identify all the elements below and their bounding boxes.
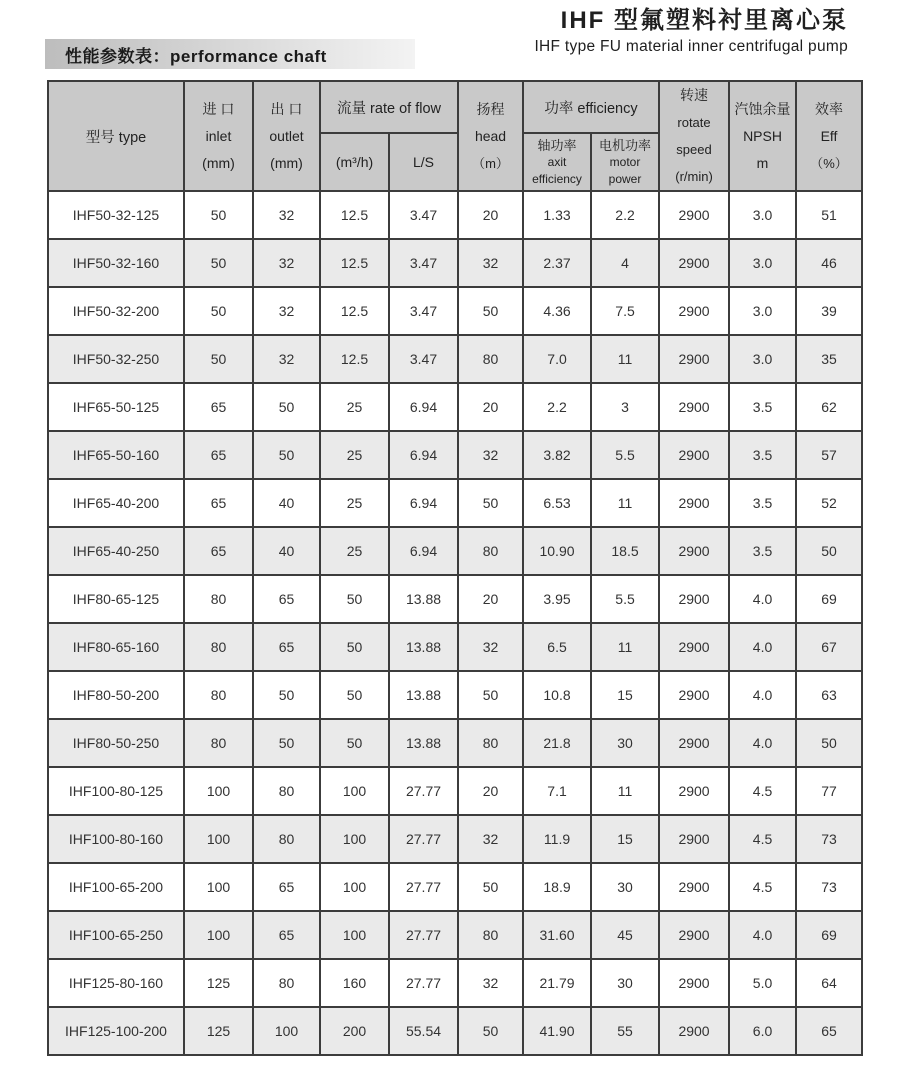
cell-inlet: 50 xyxy=(184,191,253,239)
col-header-outlet: 出 口 outlet (mm) xyxy=(253,81,320,191)
cell-ls: 27.77 xyxy=(389,911,458,959)
cell-ls: 13.88 xyxy=(389,719,458,767)
cell-outlet: 80 xyxy=(253,767,320,815)
cell-rotate: 2900 xyxy=(659,383,729,431)
cell-eff: 51 xyxy=(796,191,862,239)
table-row xyxy=(48,719,862,767)
table-row xyxy=(48,959,862,1007)
cell-motor: 11 xyxy=(591,623,659,671)
cell-eff: 64 xyxy=(796,959,862,1007)
cell-type: IHF100-65-250 xyxy=(48,911,184,959)
cell-m3h: 50 xyxy=(320,623,389,671)
cell-eff: 50 xyxy=(796,719,862,767)
cell-eff: 73 xyxy=(796,815,862,863)
cell-ls: 6.94 xyxy=(389,431,458,479)
cell-type: IHF65-50-160 xyxy=(48,431,184,479)
cell-eff: 73 xyxy=(796,863,862,911)
cell-axit: 7.0 xyxy=(523,335,591,383)
table-row xyxy=(48,767,862,815)
table-row xyxy=(48,335,862,383)
cell-inlet: 100 xyxy=(184,767,253,815)
table-row xyxy=(48,191,862,239)
cell-inlet: 80 xyxy=(184,671,253,719)
cell-npsh: 3.0 xyxy=(729,239,796,287)
col-header-inlet: 进 口 inlet (mm) xyxy=(184,81,253,191)
table-row xyxy=(48,239,862,287)
cell-head: 50 xyxy=(458,287,523,335)
col-header-shaft-power: 轴功率 axit efficiency xyxy=(523,133,591,191)
col-header-flow-m3h: (m³/h) xyxy=(320,133,389,191)
cell-eff: 69 xyxy=(796,911,862,959)
cell-m3h: 50 xyxy=(320,719,389,767)
cell-m3h: 12.5 xyxy=(320,191,389,239)
cell-m3h: 25 xyxy=(320,431,389,479)
cell-rotate: 2900 xyxy=(659,959,729,1007)
cell-axit: 41.90 xyxy=(523,1007,591,1055)
table-row xyxy=(48,863,862,911)
table-row xyxy=(48,575,862,623)
cell-motor: 30 xyxy=(591,719,659,767)
cell-type: IHF50-32-125 xyxy=(48,191,184,239)
cell-head: 50 xyxy=(458,671,523,719)
cell-eff: 50 xyxy=(796,527,862,575)
cell-m3h: 12.5 xyxy=(320,287,389,335)
cell-axit: 6.5 xyxy=(523,623,591,671)
cell-eff: 77 xyxy=(796,767,862,815)
cell-eff: 62 xyxy=(796,383,862,431)
section-title-label: 性能参数表：performance chaft xyxy=(65,46,327,66)
cell-inlet: 125 xyxy=(184,959,253,1007)
col-header-eff: 效率 Eff （%） xyxy=(796,81,862,191)
table-row xyxy=(48,1007,862,1055)
cell-npsh: 6.0 xyxy=(729,1007,796,1055)
cell-npsh: 3.0 xyxy=(729,287,796,335)
cell-outlet: 50 xyxy=(253,431,320,479)
cell-head: 20 xyxy=(458,191,523,239)
cell-head: 20 xyxy=(458,575,523,623)
cell-rotate: 2900 xyxy=(659,719,729,767)
page-title-english: IHF type FU material inner centrifugal pump xyxy=(534,38,848,55)
cell-rotate: 2900 xyxy=(659,479,729,527)
cell-rotate: 2900 xyxy=(659,623,729,671)
cell-ls: 27.77 xyxy=(389,959,458,1007)
cell-inlet: 100 xyxy=(184,863,253,911)
cell-npsh: 4.5 xyxy=(729,767,796,815)
cell-motor: 55 xyxy=(591,1007,659,1055)
cell-npsh: 4.0 xyxy=(729,623,796,671)
cell-type: IHF65-40-200 xyxy=(48,479,184,527)
cell-npsh: 4.0 xyxy=(729,575,796,623)
page-title-chinese: IHF 型氟塑料衬里离心泵 xyxy=(560,7,848,34)
col-header-flow-ls: L/S xyxy=(389,133,458,191)
cell-ls: 55.54 xyxy=(389,1007,458,1055)
cell-rotate: 2900 xyxy=(659,191,729,239)
col-header-head: 扬程 head （m） xyxy=(458,81,523,191)
cell-axit: 1.33 xyxy=(523,191,591,239)
cell-motor: 11 xyxy=(591,767,659,815)
cell-eff: 63 xyxy=(796,671,862,719)
cell-outlet: 32 xyxy=(253,287,320,335)
cell-axit: 18.9 xyxy=(523,863,591,911)
cell-head: 80 xyxy=(458,911,523,959)
cell-outlet: 65 xyxy=(253,575,320,623)
cell-type: IHF100-65-200 xyxy=(48,863,184,911)
cell-eff: 65 xyxy=(796,1007,862,1055)
cell-ls: 13.88 xyxy=(389,623,458,671)
cell-axit: 6.53 xyxy=(523,479,591,527)
cell-m3h: 50 xyxy=(320,671,389,719)
cell-type: IHF80-65-160 xyxy=(48,623,184,671)
cell-eff: 57 xyxy=(796,431,862,479)
cell-rotate: 2900 xyxy=(659,671,729,719)
cell-head: 20 xyxy=(458,767,523,815)
cell-outlet: 80 xyxy=(253,959,320,1007)
table-row xyxy=(48,623,862,671)
cell-outlet: 40 xyxy=(253,479,320,527)
cell-m3h: 12.5 xyxy=(320,239,389,287)
cell-rotate: 2900 xyxy=(659,863,729,911)
cell-type: IHF50-32-200 xyxy=(48,287,184,335)
cell-rotate: 2900 xyxy=(659,239,729,287)
cell-npsh: 3.5 xyxy=(729,479,796,527)
col-header-speed: 转速 rotate speed (r/min) xyxy=(659,81,729,191)
cell-ls: 3.47 xyxy=(389,335,458,383)
cell-outlet: 40 xyxy=(253,527,320,575)
cell-head: 50 xyxy=(458,479,523,527)
cell-motor: 15 xyxy=(591,815,659,863)
cell-inlet: 65 xyxy=(184,479,253,527)
cell-m3h: 100 xyxy=(320,815,389,863)
cell-outlet: 65 xyxy=(253,623,320,671)
table-row xyxy=(48,527,862,575)
cell-ls: 13.88 xyxy=(389,671,458,719)
cell-m3h: 25 xyxy=(320,383,389,431)
cell-motor: 5.5 xyxy=(591,575,659,623)
cell-outlet: 65 xyxy=(253,863,320,911)
cell-head: 32 xyxy=(458,623,523,671)
cell-rotate: 2900 xyxy=(659,287,729,335)
col-header-motor-power: 电机功率 motor power xyxy=(591,133,659,191)
cell-head: 80 xyxy=(458,335,523,383)
cell-npsh: 4.5 xyxy=(729,863,796,911)
cell-type: IHF80-50-250 xyxy=(48,719,184,767)
cell-type: IHF100-80-160 xyxy=(48,815,184,863)
cell-inlet: 80 xyxy=(184,575,253,623)
cell-npsh: 3.5 xyxy=(729,383,796,431)
cell-ls: 6.94 xyxy=(389,527,458,575)
cell-type: IHF100-80-125 xyxy=(48,767,184,815)
cell-m3h: 12.5 xyxy=(320,335,389,383)
cell-motor: 4 xyxy=(591,239,659,287)
cell-motor: 2.2 xyxy=(591,191,659,239)
cell-axit: 3.95 xyxy=(523,575,591,623)
cell-rotate: 2900 xyxy=(659,527,729,575)
cell-axit: 3.82 xyxy=(523,431,591,479)
table-row xyxy=(48,911,862,959)
cell-type: IHF50-32-250 xyxy=(48,335,184,383)
cell-eff: 67 xyxy=(796,623,862,671)
cell-npsh: 3.5 xyxy=(729,431,796,479)
cell-npsh: 4.0 xyxy=(729,671,796,719)
performance-table xyxy=(47,80,863,1056)
cell-type: IHF50-32-160 xyxy=(48,239,184,287)
cell-ls: 27.77 xyxy=(389,767,458,815)
cell-ls: 3.47 xyxy=(389,191,458,239)
cell-ls: 13.88 xyxy=(389,575,458,623)
cell-outlet: 32 xyxy=(253,191,320,239)
cell-inlet: 100 xyxy=(184,911,253,959)
cell-eff: 39 xyxy=(796,287,862,335)
cell-axit: 21.79 xyxy=(523,959,591,1007)
cell-axit: 4.36 xyxy=(523,287,591,335)
cell-motor: 11 xyxy=(591,335,659,383)
cell-inlet: 100 xyxy=(184,815,253,863)
cell-m3h: 100 xyxy=(320,767,389,815)
cell-axit: 21.8 xyxy=(523,719,591,767)
cell-head: 32 xyxy=(458,431,523,479)
cell-eff: 52 xyxy=(796,479,862,527)
cell-rotate: 2900 xyxy=(659,1007,729,1055)
table-body xyxy=(48,191,862,1055)
cell-type: IHF125-80-160 xyxy=(48,959,184,1007)
cell-ls: 6.94 xyxy=(389,479,458,527)
cell-type: IHF125-100-200 xyxy=(48,1007,184,1055)
cell-inlet: 80 xyxy=(184,623,253,671)
cell-npsh: 4.5 xyxy=(729,815,796,863)
cell-m3h: 100 xyxy=(320,911,389,959)
cell-rotate: 2900 xyxy=(659,335,729,383)
cell-motor: 18.5 xyxy=(591,527,659,575)
cell-axit: 11.9 xyxy=(523,815,591,863)
cell-inlet: 65 xyxy=(184,527,253,575)
cell-outlet: 32 xyxy=(253,335,320,383)
cell-axit: 10.8 xyxy=(523,671,591,719)
table-header xyxy=(48,81,862,191)
cell-inlet: 50 xyxy=(184,239,253,287)
cell-m3h: 50 xyxy=(320,575,389,623)
cell-inlet: 125 xyxy=(184,1007,253,1055)
cell-motor: 3 xyxy=(591,383,659,431)
cell-motor: 30 xyxy=(591,863,659,911)
cell-npsh: 5.0 xyxy=(729,959,796,1007)
cell-npsh: 3.0 xyxy=(729,335,796,383)
section-title-bar xyxy=(45,39,415,69)
cell-rotate: 2900 xyxy=(659,911,729,959)
cell-ls: 6.94 xyxy=(389,383,458,431)
table-row xyxy=(48,479,862,527)
col-header-power-group: 功率 efficiency xyxy=(523,81,659,133)
table-row xyxy=(48,287,862,335)
cell-head: 80 xyxy=(458,719,523,767)
cell-ls: 27.77 xyxy=(389,863,458,911)
cell-eff: 35 xyxy=(796,335,862,383)
cell-m3h: 25 xyxy=(320,479,389,527)
table-row xyxy=(48,383,862,431)
cell-inlet: 65 xyxy=(184,383,253,431)
cell-type: IHF80-50-200 xyxy=(48,671,184,719)
cell-rotate: 2900 xyxy=(659,767,729,815)
cell-head: 32 xyxy=(458,815,523,863)
cell-m3h: 25 xyxy=(320,527,389,575)
cell-m3h: 100 xyxy=(320,863,389,911)
cell-axit: 10.90 xyxy=(523,527,591,575)
cell-inlet: 65 xyxy=(184,431,253,479)
table-row xyxy=(48,431,862,479)
table-row xyxy=(48,671,862,719)
cell-axit: 7.1 xyxy=(523,767,591,815)
cell-type: IHF65-50-125 xyxy=(48,383,184,431)
cell-outlet: 32 xyxy=(253,239,320,287)
cell-npsh: 3.0 xyxy=(729,191,796,239)
cell-ls: 27.77 xyxy=(389,815,458,863)
cell-axit: 2.37 xyxy=(523,239,591,287)
cell-head: 50 xyxy=(458,1007,523,1055)
col-header-type: 型号 type xyxy=(48,81,184,191)
cell-ls: 3.47 xyxy=(389,287,458,335)
cell-eff: 46 xyxy=(796,239,862,287)
cell-head: 50 xyxy=(458,863,523,911)
cell-head: 32 xyxy=(458,959,523,1007)
cell-outlet: 100 xyxy=(253,1007,320,1055)
cell-inlet: 50 xyxy=(184,335,253,383)
cell-head: 80 xyxy=(458,527,523,575)
cell-ls: 3.47 xyxy=(389,239,458,287)
cell-type: IHF65-40-250 xyxy=(48,527,184,575)
cell-outlet: 50 xyxy=(253,719,320,767)
cell-outlet: 50 xyxy=(253,383,320,431)
page-header-titles xyxy=(534,6,848,57)
cell-head: 32 xyxy=(458,239,523,287)
cell-rotate: 2900 xyxy=(659,815,729,863)
cell-rotate: 2900 xyxy=(659,431,729,479)
cell-type: IHF80-65-125 xyxy=(48,575,184,623)
table-row xyxy=(48,815,862,863)
cell-inlet: 50 xyxy=(184,287,253,335)
cell-motor: 5.5 xyxy=(591,431,659,479)
cell-motor: 30 xyxy=(591,959,659,1007)
cell-rotate: 2900 xyxy=(659,575,729,623)
cell-npsh: 3.5 xyxy=(729,527,796,575)
cell-axit: 2.2 xyxy=(523,383,591,431)
cell-head: 20 xyxy=(458,383,523,431)
cell-npsh: 4.0 xyxy=(729,911,796,959)
cell-outlet: 80 xyxy=(253,815,320,863)
cell-npsh: 4.0 xyxy=(729,719,796,767)
cell-m3h: 200 xyxy=(320,1007,389,1055)
cell-inlet: 80 xyxy=(184,719,253,767)
cell-m3h: 160 xyxy=(320,959,389,1007)
cell-motor: 11 xyxy=(591,479,659,527)
cell-outlet: 65 xyxy=(253,911,320,959)
cell-eff: 69 xyxy=(796,575,862,623)
cell-motor: 15 xyxy=(591,671,659,719)
cell-motor: 45 xyxy=(591,911,659,959)
cell-outlet: 50 xyxy=(253,671,320,719)
col-header-npsh: 汽蚀余量 NPSH m xyxy=(729,81,796,191)
col-header-flow-group: 流量 rate of flow xyxy=(320,81,458,133)
cell-motor: 7.5 xyxy=(591,287,659,335)
cell-axit: 31.60 xyxy=(523,911,591,959)
